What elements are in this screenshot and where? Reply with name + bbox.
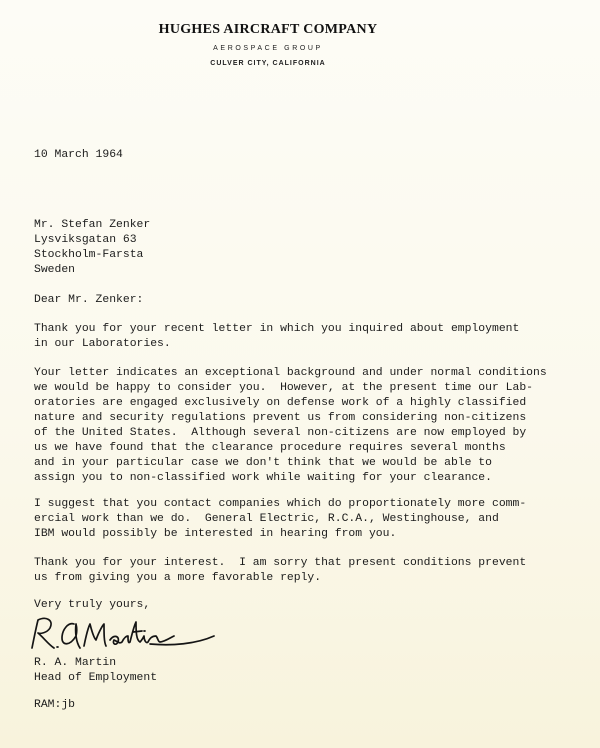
paragraph-2-line: us we have found that the clearance procedure requires several months xyxy=(34,442,506,454)
company-group: AEROSPACE GROUP xyxy=(213,45,323,52)
closing: Very truly yours, xyxy=(34,599,151,611)
paragraph-1-line: Thank you for your recent letter in which you inquired about employment xyxy=(34,323,520,335)
paragraph-2-line: assign you to non-classified work while waiting for your clearance. xyxy=(34,472,492,484)
paragraph-3-line: IBM would possibly be interested in hearing from you. xyxy=(34,528,397,540)
letter-date: 10 March 1964 xyxy=(34,149,123,161)
paragraph-2-line: of the United States. Although several non-citizens are now employed by xyxy=(34,427,527,439)
signer-name: R. A. Martin xyxy=(34,657,117,669)
paragraph-1-line: in our Laboratories. xyxy=(34,338,171,350)
salutation: Dear Mr. Zenker: xyxy=(34,294,144,306)
paragraph-2-line: we would be happy to consider you. However, at the present time our Lab- xyxy=(34,382,533,394)
reference-initials: RAM:jb xyxy=(34,699,76,711)
signer-title: Head of Employment xyxy=(34,672,158,684)
paragraph-4-line: us from giving you a more favorable reply. xyxy=(34,572,322,584)
address-line: Lysviksgatan 63 xyxy=(34,234,137,246)
address-line: Mr. Stefan Zenker xyxy=(34,219,151,231)
paragraph-2-line: and in your particular case we don't think that we would be able to xyxy=(34,457,492,469)
company-name: HUGHES AIRCRAFT COMPANY xyxy=(158,22,378,37)
paragraph-4-line: Thank you for your interest. I am sorry that present conditions prevent xyxy=(34,557,527,569)
address-line: Sweden xyxy=(34,264,76,276)
handwritten-signature xyxy=(24,612,224,660)
paragraph-2-line: nature and security regulations prevent us from considering non-citizens xyxy=(34,412,527,424)
letter-body xyxy=(34,0,594,711)
paragraph-3-line: I suggest that you contact companies which do proportionately more comm- xyxy=(34,498,527,510)
paragraph-2-line: oratories are engaged exclusively on defense work of a highly classified xyxy=(34,397,527,409)
paragraph-3-line: ercial work than we do. General Electric, R.C.A., Westinghouse, and xyxy=(34,513,499,525)
paragraph-2-line: Your letter indicates an exceptional background and under normal conditions xyxy=(34,367,547,379)
company-city: CULVER CITY, CALIFORNIA xyxy=(210,60,326,67)
address-line: Stockholm-Farsta xyxy=(34,249,144,261)
